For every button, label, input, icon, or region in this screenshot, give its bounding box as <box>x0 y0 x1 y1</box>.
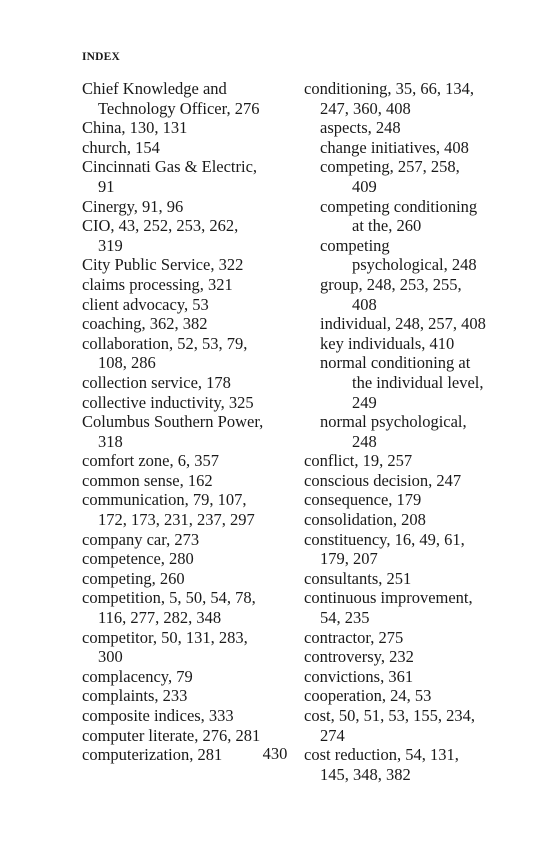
index-entry-text: continuous improvement, <box>304 588 473 608</box>
index-entry-continuation: at the, 260 <box>352 216 422 236</box>
index-entry-text: collective inductivity, 325 <box>82 392 254 412</box>
index-subentry <box>304 353 514 412</box>
index-subentry <box>304 334 514 354</box>
index-entry-text: collection service, 178 <box>82 372 231 392</box>
index-entry-text: consequence, 179 <box>304 490 422 510</box>
index-entry-continuation: 91 <box>98 176 115 196</box>
index-entry-continuation: 248 <box>352 431 377 451</box>
index-entry-continuation: Technology Officer, 276 <box>98 98 260 118</box>
index-entry <box>82 667 297 687</box>
index-entry <box>82 216 297 255</box>
index-entry <box>82 314 297 334</box>
index-entry <box>304 451 514 471</box>
index-entry-text: cooperation, 24, 53 <box>304 686 432 706</box>
index-entry-text: composite indices, 333 <box>82 706 234 725</box>
index-entry-continuation: 408 <box>352 294 377 314</box>
index-entry <box>304 686 514 706</box>
index-entry <box>82 686 297 706</box>
index-entry-text: consolidation, 208 <box>304 510 426 530</box>
index-entry-text: company car, 273 <box>82 529 200 549</box>
index-entry-text: controversy, 232 <box>304 647 414 667</box>
index-entry-text: computerization, 281 <box>82 745 223 765</box>
index-subentry <box>304 275 514 314</box>
index-column-left <box>82 79 297 765</box>
index-entry-text: communication, 79, 107, <box>82 490 247 510</box>
index-entry <box>82 295 297 315</box>
index-entry-text: individual, 248, 257, 408 <box>320 314 486 334</box>
index-entry-text: competing, 260 <box>82 568 185 588</box>
index-entry <box>82 79 297 118</box>
index-entry <box>304 510 514 530</box>
index-entry <box>304 530 514 569</box>
index-entry-text: computer literate, 276, 281 <box>82 725 261 745</box>
index-entry <box>82 373 297 393</box>
index-subentry <box>304 197 514 236</box>
index-entry <box>82 530 297 550</box>
index-subentry <box>304 412 514 451</box>
index-entry-text: church, 154 <box>82 137 160 157</box>
index-entry-text: complacency, 79 <box>82 666 193 686</box>
index-entry-text: contractor, 275 <box>304 627 404 647</box>
index-entry <box>82 451 297 471</box>
index-entry <box>82 726 297 746</box>
index-entry-text: conscious decision, 247 <box>304 470 462 490</box>
index-entry-text: complaints, 233 <box>82 686 188 706</box>
index-entry <box>82 490 297 529</box>
index-entry <box>304 628 514 648</box>
index-entry <box>304 706 514 745</box>
index-entry-continuation: psychological, 248 <box>352 255 477 275</box>
index-entry-continuation: 409 <box>352 176 377 196</box>
index-entry <box>304 569 514 589</box>
index-entry-text: City Public Service, 322 <box>82 255 244 275</box>
index-entry-text: Cinergy, 91, 96 <box>82 196 184 216</box>
index-entry-text: competence, 280 <box>82 549 194 569</box>
index-subentry <box>304 138 514 158</box>
index-column-right <box>304 79 514 784</box>
index-entry-continuation: 54, 235 <box>320 608 370 628</box>
index-entry-continuation: 116, 277, 282, 348 <box>98 608 222 628</box>
index-entry <box>82 706 297 726</box>
index-entry-continuation: 249 <box>352 392 377 412</box>
index-entry-text: constituency, 16, 49, 61, <box>304 529 465 549</box>
index-entry <box>82 334 297 373</box>
index-entry-text: normal psychological, <box>320 412 467 432</box>
index-entry-text: convictions, 361 <box>304 666 414 686</box>
index-entry-text: competing <box>320 235 390 255</box>
index-entry <box>82 138 297 158</box>
index-entry-text: competing, 257, 258, <box>320 157 460 177</box>
index-entry-text: consultants, 251 <box>304 568 412 588</box>
index-entry <box>82 471 297 491</box>
index-header: INDEX <box>82 51 121 63</box>
index-entry-text: aspects, 248 <box>320 118 401 138</box>
index-entry-text: Columbus Southern Power, <box>82 412 264 432</box>
index-entry-continuation: 145, 348, 382 <box>320 764 411 784</box>
index-entry-continuation: 172, 173, 231, 237, 297 <box>98 510 255 530</box>
index-entry-text: Chief Knowledge and <box>82 79 227 98</box>
index-entry-text: normal conditioning at <box>320 353 471 373</box>
index-subentry <box>304 314 514 334</box>
index-entry <box>82 157 297 196</box>
index-entry <box>304 667 514 687</box>
index-entry-text: claims processing, 321 <box>82 274 233 294</box>
index-entry-text: common sense, 162 <box>82 470 213 490</box>
index-entry <box>304 471 514 491</box>
index-entry <box>304 490 514 510</box>
index-entry <box>82 118 297 138</box>
index-subentry <box>304 236 514 275</box>
index-entry-continuation: 179, 207 <box>320 549 378 569</box>
index-entry <box>304 588 514 627</box>
index-entry-text: Cincinnati Gas & Electric, <box>82 157 258 177</box>
index-entry-continuation: 300 <box>98 647 123 667</box>
index-entry-text: client advocacy, 53 <box>82 294 209 314</box>
index-entry <box>82 393 297 413</box>
index-entry <box>82 569 297 589</box>
index-entry <box>82 549 297 569</box>
index-entry-text: competition, 5, 50, 54, 78, <box>82 588 256 608</box>
index-entry-continuation: 108, 286 <box>98 353 156 373</box>
index-entry-continuation: 274 <box>320 725 345 745</box>
index-entry-text: key individuals, 410 <box>320 333 455 353</box>
index-entry-text: comfort zone, 6, 357 <box>82 451 220 471</box>
index-subentry <box>304 157 514 196</box>
index-entry <box>82 588 297 627</box>
index-entry <box>82 255 297 275</box>
index-subentry <box>304 118 514 138</box>
page-number: 430 <box>262 744 288 763</box>
index-entry-text: competitor, 50, 131, 283, <box>82 627 248 647</box>
index-entry <box>304 79 514 118</box>
index-entry-text: competing conditioning <box>320 196 478 216</box>
index-entry-text: China, 130, 131 <box>82 118 188 138</box>
index-entry-text: cost, 50, 51, 53, 155, 234, <box>304 706 475 725</box>
index-entry-text: change initiatives, 408 <box>320 137 469 157</box>
index-entry-text: collaboration, 52, 53, 79, <box>82 333 248 353</box>
index-entry-text: group, 248, 253, 255, <box>320 274 462 294</box>
index-entry <box>82 275 297 295</box>
index-entry-continuation: 247, 360, 408 <box>320 98 411 118</box>
index-entry-continuation: 319 <box>98 235 123 255</box>
index-entry-text: coaching, 362, 382 <box>82 314 208 334</box>
index-entry <box>82 197 297 217</box>
index-entry-text: CIO, 43, 252, 253, 262, <box>82 216 239 236</box>
index-entry <box>304 647 514 667</box>
index-entry-text: conditioning, 35, 66, 134, <box>304 79 475 98</box>
index-entry-continuation: 318 <box>98 431 123 451</box>
index-entry <box>82 412 297 451</box>
index-entry-text: conflict, 19, 257 <box>304 451 413 471</box>
index-entry-continuation: the individual level, <box>352 372 484 392</box>
index-entry-text: cost reduction, 54, 131, <box>304 745 459 765</box>
index-entry <box>82 628 297 667</box>
